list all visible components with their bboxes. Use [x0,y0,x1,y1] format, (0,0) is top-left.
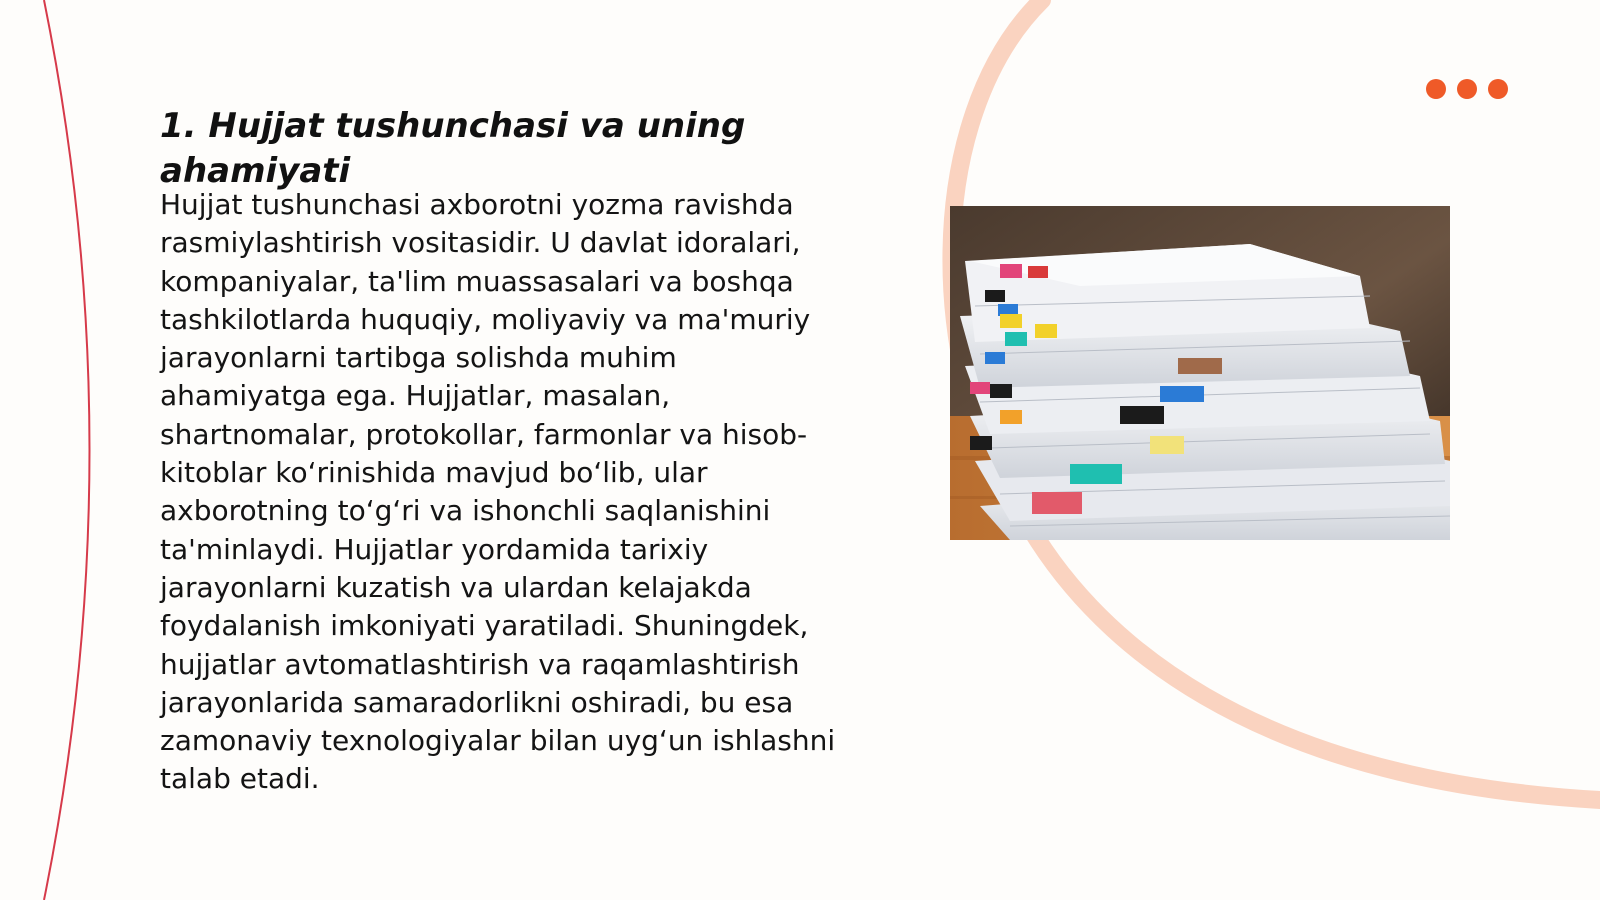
photo-illustration [950,206,1450,540]
body-paragraph: Hujjat tushunchasi axborotni yozma ravishda rasmiylashtirish vositasidir. U davlat idoralari, kompaniyalar, ta'lim muassasalari va boshqa tashkilotlarda huquqiy, moliyaviy va ma'muriy jarayonlarni tartibga solishda muhim ahamiyatga ega. Hujjatlar, masalan, shartnomalar, protokollar, farmonlar va hisob-kitoblar ko‘rinishida mavjud bo‘lib, ular axborotning to‘g‘ri va ishonchli saqlanishini ta'minlaydi. Hujjatlar yordamida tarixiy jarayonlarni kuzatish va ulardan kelajakda foydalanish imkoniyati yaratiladi. Shuningdek, hujjatlar avtomatlashtirish va raqamlashtirish jarayonlarida samaradorlikni oshiradi, bu esa zamonaviy texnologiyalar bilan uyg‘un ishlashni talab etadi. [160,188,836,796]
left-accent-line [44,0,90,900]
dot-icon [1426,79,1446,99]
slide-title: 1. Hujjat tushunchasi va uning ahamiyati [160,106,746,191]
dot-icon [1457,79,1477,99]
more-options-icon [1426,79,1508,99]
dot-icon [1488,79,1508,99]
document-stack-photo [950,206,1450,540]
